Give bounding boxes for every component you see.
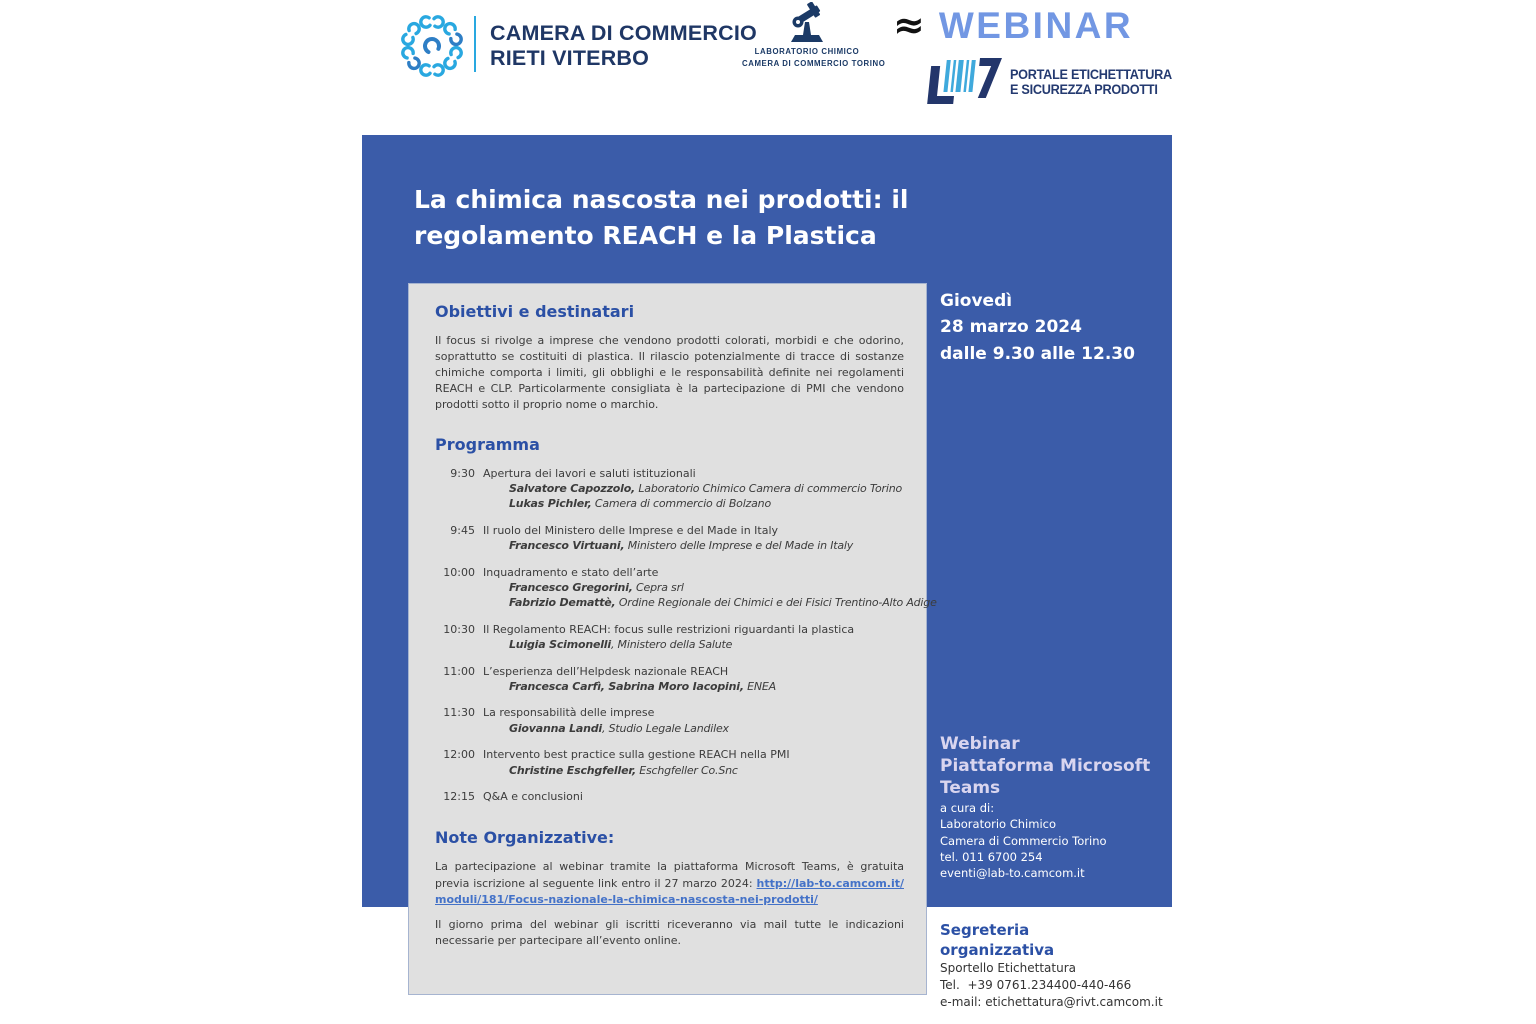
program-item — [435, 789, 904, 804]
barcode-icon — [926, 58, 1002, 106]
program-time: 10:30 — [443, 622, 475, 636]
speaker-line — [509, 481, 904, 496]
program-time: 12:15 — [443, 789, 475, 803]
program-item — [435, 705, 904, 736]
program-item-title: Q&A e conclusioni — [483, 789, 583, 803]
webinar-banner — [893, 3, 1134, 47]
program-list — [435, 466, 937, 805]
speaker-name: Francesco Gregorini, — [509, 581, 633, 595]
portale-etichettatura-logo — [926, 58, 1182, 106]
speaker-line — [509, 763, 904, 778]
speaker-line — [509, 637, 904, 652]
secretariat-email: e-mail: etichettatura@rivt.camcom.it — [940, 995, 1163, 1010]
program-item-title: Il Regolamento REACH: focus sulle restrizioni riguardanti la plastica — [483, 622, 855, 636]
program-item-title: L’esperienza dell’Helpdesk nazionale REACH — [483, 664, 729, 678]
program-item — [435, 747, 904, 778]
speaker-name: Salvatore Capozzolo, — [509, 482, 636, 496]
program-heading: Programma — [435, 434, 540, 454]
speaker-affiliation: Cepra srl — [632, 581, 684, 595]
speaker-name: Christine Eschgfeller, — [509, 763, 636, 777]
program-time: 12:00 — [443, 748, 475, 762]
speaker-name: Giovanna Landi — [509, 721, 602, 735]
speaker-affiliation: Ministero delle Imprese e del Made in Italy — [624, 539, 854, 553]
notes-heading: Note Organizzative: — [435, 828, 615, 848]
speaker-affiliation: , Studio Legale Landilex — [601, 721, 729, 735]
approx-icon: ≈ — [893, 3, 925, 47]
notes-text: La partecipazione al webinar tramite la piattaforma Microsoft Teams, è gratuita previa iscrizione al seguente link entro il 27 marzo 2024: — [435, 860, 904, 890]
program-item — [435, 622, 904, 653]
speaker-name: Francesco Virtuani, — [509, 539, 625, 553]
speaker-name: Luigia Scimonelli — [509, 638, 611, 652]
lab-chimico-name: LABORATORIO CHIMICO CAMERA DI COMMERCIO TORINO — [742, 47, 886, 68]
speaker-line — [509, 679, 904, 694]
program-item — [435, 523, 904, 554]
speaker-affiliation: Camera di commercio di Bolzano — [591, 497, 771, 511]
secretariat-phone: Tel. +39 0761.234400-440-466 — [940, 978, 1132, 993]
content-card — [408, 283, 937, 995]
speaker-affiliation: Eschgfeller Co.Snc — [635, 763, 738, 777]
cciaa-rieti-viterbo-name: CAMERA DI COMMERCIO RIETI VITERBO — [490, 21, 757, 71]
event-date: Giovedì 28 marzo 2024 dalle 9.30 alle 12.30 — [940, 291, 1135, 364]
portale-etichettatura-name: PORTALE ETICHETTATURA E SICUREZZA PRODOTTI — [1010, 66, 1172, 97]
speaker-affiliation: ENEA — [743, 679, 776, 693]
notes-paragraph-2: Il giorno prima del webinar gli iscritti riceveranno via mail tutte le indicazioni necessarie per partecipare all’evento online. — [435, 917, 904, 948]
speaker-line — [509, 595, 937, 610]
lab-chimico-logo — [742, 2, 886, 69]
header-divider — [474, 16, 476, 72]
objectives-body: Il focus si rivolge a imprese che vendono prodotti colorati, morbidi e che odorino, soprattutto se costituiti di plastica. Il rilascio potenzialmente di tracce di sostanze chimiche comporta i limiti, gli obblighi e le responsabilità definite nei regolamenti REACH e CLP. Particolarmente consigliata è la partecipazione di PMI che vendono prodotti sotto il proprio nome o marchio. — [435, 334, 904, 411]
program-item-title: Inquadramento e stato dell’arte — [483, 565, 659, 579]
program-time: 11:30 — [443, 706, 475, 720]
event-title: La chimica nascosta nei prodotti: il regolamento REACH e la Plastica — [414, 185, 909, 251]
speaker-line — [509, 721, 904, 736]
speaker-name: Francesca Carfì, Sabrina Moro Iacopini, — [509, 679, 744, 693]
webinar-label: WEBINAR — [938, 4, 1134, 46]
speaker-affiliation: Laboratorio Chimico Camera di commercio Torino — [635, 482, 902, 496]
program-time: 9:45 — [450, 523, 475, 537]
care-of-block: a cura di: Laboratorio Chimico Camera di Commercio Torino tel. 011 6700 254 eventi@lab-to.camcom.it — [940, 801, 1107, 881]
objectives-heading: Obiettivi e destinatari — [435, 302, 635, 321]
secretariat-heading: Segreteria organizzativa — [940, 921, 1055, 959]
program-time: 9:30 — [450, 466, 475, 480]
secretariat-office: Sportello Etichettatura — [940, 961, 1076, 975]
speaker-affiliation: Ordine Regionale dei Chimici e dei Fisici Trentino-Alto Adige — [615, 596, 937, 610]
speaker-name: Lukas Pichler, — [509, 497, 592, 511]
program-item-title: La responsabilità delle imprese — [483, 706, 655, 720]
program-item — [435, 466, 904, 512]
platform-heading: Webinar Piattaforma Microsoft Teams — [940, 734, 1151, 799]
program-item — [435, 664, 904, 695]
secretariat-block — [940, 921, 1163, 1011]
lab-chimico-icon — [783, 2, 831, 44]
speaker-line — [509, 538, 904, 553]
program-item-title: Il ruolo del Ministero delle Imprese e del Made in Italy — [483, 523, 779, 537]
program-time: 10:00 — [443, 565, 475, 579]
program-item — [435, 565, 937, 611]
registration-link[interactable]: http://lab-to.camcom.it/moduli/181/Focus-nazionale-la-chimica-nascosta-nei-prodotti/ — [435, 876, 904, 907]
speaker-line — [509, 580, 904, 595]
rieti-viterbo-rosette-icon — [392, 6, 472, 86]
speaker-affiliation: , Ministero della Salute — [610, 638, 733, 652]
speaker-line — [509, 496, 904, 511]
notes-paragraph — [435, 859, 904, 909]
speaker-name: Fabrizio Demattè, — [509, 596, 616, 610]
program-item-title: Intervento best practice sulla gestione REACH nella PMI — [483, 748, 790, 762]
program-item-title: Apertura dei lavori e saluti istituzionali — [483, 466, 696, 480]
program-time: 11:00 — [443, 664, 475, 678]
